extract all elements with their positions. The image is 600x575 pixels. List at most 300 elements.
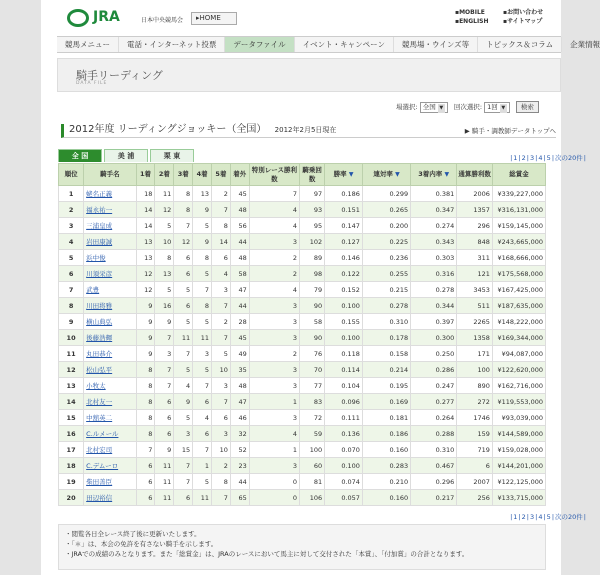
- stat-cell: 0.127: [325, 234, 363, 250]
- stat-cell: 9: [193, 202, 212, 218]
- stat-cell: 11: [193, 330, 212, 346]
- rank-cell: 17: [59, 442, 84, 458]
- stat-cell: 171: [457, 346, 493, 362]
- col-rank[interactable]: 順位: [59, 164, 84, 186]
- stat-cell: 0.247: [411, 378, 457, 394]
- stat-cell: 0.160: [362, 442, 410, 458]
- stat-cell: 9: [136, 314, 155, 330]
- stat-cell: 0.397: [411, 314, 457, 330]
- stat-cell: ¥159,145,000: [492, 218, 545, 234]
- jockey-link[interactable]: 中舘英二: [84, 410, 136, 426]
- stat-cell: 90: [300, 330, 325, 346]
- stat-cell: 9: [174, 394, 193, 410]
- stat-cell: 44: [230, 474, 249, 490]
- col-place-rate[interactable]: 連対率 ▼: [362, 164, 410, 186]
- next-page-link[interactable]: 次の20件: [555, 154, 583, 162]
- stat-cell: 0.274: [411, 218, 457, 234]
- tab-all[interactable]: 全 国: [58, 149, 102, 162]
- stat-cell: 7: [155, 362, 174, 378]
- stat-cell: 8: [212, 474, 231, 490]
- stat-cell: 10: [212, 442, 231, 458]
- stat-cell: 3: [155, 346, 174, 362]
- stat-cell: 47: [230, 282, 249, 298]
- stat-cell: 5: [155, 218, 174, 234]
- jockey-link[interactable]: 北村友一: [84, 394, 136, 410]
- sort-desc-icon[interactable]: ▼: [444, 171, 450, 178]
- stat-cell: 0.096: [325, 394, 363, 410]
- stat-cell: 48: [230, 250, 249, 266]
- nav-item-topics[interactable]: トピックス＆コラム: [478, 37, 562, 52]
- stat-cell: 6: [212, 250, 231, 266]
- stat-cell: 0.104: [325, 378, 363, 394]
- contact-link[interactable]: ▪お問い合わせ: [503, 9, 544, 16]
- stat-cell: 10: [212, 362, 231, 378]
- stat-cell: 256: [457, 490, 493, 506]
- stat-cell: 7: [136, 442, 155, 458]
- stat-cell: 4: [212, 266, 231, 282]
- stat-cell: 0.186: [362, 426, 410, 442]
- section-title: 2012年度 リーディングジョッキー（全国）: [69, 124, 267, 135]
- stat-cell: 0.250: [411, 346, 457, 362]
- pager-top: |1|2|3|4|5|次の20件|: [510, 154, 586, 162]
- col-show-rate[interactable]: 3着内率 ▼: [411, 164, 457, 186]
- stat-cell: 0.158: [362, 346, 410, 362]
- stat-cell: 13: [136, 234, 155, 250]
- stat-cell: ¥122,620,000: [492, 362, 545, 378]
- table-row: [59, 314, 546, 330]
- stat-cell: 2006: [457, 186, 493, 202]
- stat-cell: 98: [300, 266, 325, 282]
- stat-cell: 5: [193, 218, 212, 234]
- stat-cell: 0.310: [411, 442, 457, 458]
- table-row: [59, 426, 546, 442]
- stat-cell: 0.217: [411, 490, 457, 506]
- stat-cell: 0.074: [325, 474, 363, 490]
- mobile-link[interactable]: ▪MOBILE: [455, 9, 485, 16]
- stat-cell: 6: [174, 490, 193, 506]
- jockey-link[interactable]: C.デムーロ: [84, 458, 136, 474]
- stat-cell: 0.155: [325, 314, 363, 330]
- table-row: [59, 218, 546, 234]
- stat-cell: 0.178: [362, 330, 410, 346]
- stat-cell: 7: [212, 298, 231, 314]
- nav-item-racecourse[interactable]: 競馬場・ウインズ等: [394, 37, 478, 52]
- stat-cell: 5: [174, 282, 193, 298]
- stat-cell: 11: [174, 330, 193, 346]
- col-special-wins: 特別レース勝利数: [249, 164, 299, 186]
- stat-cell: 8: [136, 410, 155, 426]
- rank-cell: 3: [59, 218, 84, 234]
- stat-cell: 2: [249, 250, 299, 266]
- stat-cell: 0.136: [325, 426, 363, 442]
- stat-cell: 5: [155, 282, 174, 298]
- stat-cell: 296: [457, 218, 493, 234]
- logo-subtitle: 日本中央競馬会: [141, 17, 184, 24]
- stat-cell: 3: [249, 362, 299, 378]
- stat-cell: 0.288: [411, 426, 457, 442]
- chevron-down-icon: ▼: [439, 104, 444, 111]
- rank-cell: 2: [59, 202, 84, 218]
- stat-cell: 8: [174, 202, 193, 218]
- page-link[interactable]: 3: [529, 513, 535, 521]
- rank-cell: 1: [59, 186, 84, 202]
- stat-cell: 8: [136, 426, 155, 442]
- stat-cell: 102: [300, 234, 325, 250]
- jockey-link[interactable]: 三浦皇成: [84, 218, 136, 234]
- stat-cell: 4: [249, 282, 299, 298]
- stat-cell: 1358: [457, 330, 493, 346]
- stat-cell: 3: [249, 458, 299, 474]
- home-button[interactable]: ▸HOME: [191, 12, 237, 25]
- jockey-link[interactable]: 北村宏司: [84, 442, 136, 458]
- stat-cell: 4: [193, 410, 212, 426]
- stat-cell: ¥169,344,000: [492, 330, 545, 346]
- stat-cell: 0.467: [411, 458, 457, 474]
- rank-cell: 6: [59, 266, 84, 282]
- stat-cell: 32: [230, 426, 249, 442]
- stat-cell: 9: [155, 442, 174, 458]
- logo-text[interactable]: JRA: [93, 9, 120, 25]
- tab-miho[interactable]: 美 浦: [104, 149, 148, 162]
- stat-cell: 70: [300, 362, 325, 378]
- rank-cell: 8: [59, 298, 84, 314]
- jockey-link[interactable]: 松山弘平: [84, 362, 136, 378]
- stat-cell: 311: [457, 250, 493, 266]
- stat-cell: 72: [300, 410, 325, 426]
- stat-cell: 2: [249, 346, 299, 362]
- stat-cell: 1746: [457, 410, 493, 426]
- stat-cell: 4: [249, 426, 299, 442]
- stat-cell: 18: [136, 186, 155, 202]
- stat-cell: 44: [230, 234, 249, 250]
- next-page-link[interactable]: 次の20件: [555, 513, 583, 521]
- stat-cell: ¥175,568,000: [492, 266, 545, 282]
- stat-cell: 6: [155, 426, 174, 442]
- stat-cell: 0: [249, 490, 299, 506]
- stat-cell: 90: [300, 298, 325, 314]
- jockey-link[interactable]: 福永祐一: [84, 202, 136, 218]
- table-row: [59, 410, 546, 426]
- rank-cell: 14: [59, 394, 84, 410]
- stat-cell: 5: [174, 314, 193, 330]
- jockey-link[interactable]: 川須栄彦: [84, 266, 136, 282]
- stat-cell: 3: [249, 378, 299, 394]
- stat-cell: 6: [155, 410, 174, 426]
- sort-desc-icon[interactable]: ▼: [348, 171, 354, 178]
- stat-cell: 8: [212, 218, 231, 234]
- jockey-link[interactable]: 岩田康誠: [84, 234, 136, 250]
- stat-cell: 6: [136, 458, 155, 474]
- col-other: 着外: [230, 164, 249, 186]
- page-link[interactable]: 4: [538, 154, 543, 162]
- stat-cell: 0.343: [411, 234, 457, 250]
- stat-cell: ¥148,222,000: [492, 314, 545, 330]
- nav-item-event[interactable]: イベント・キャンペーン: [295, 37, 394, 52]
- stat-cell: 272: [457, 394, 493, 410]
- stat-cell: 76: [300, 346, 325, 362]
- page-link[interactable]: 1: [513, 513, 518, 521]
- stat-cell: 0.225: [362, 234, 410, 250]
- page-link[interactable]: 4: [538, 513, 543, 521]
- stat-cell: 8: [136, 394, 155, 410]
- stat-cell: 7: [212, 490, 231, 506]
- rank-cell: 15: [59, 410, 84, 426]
- col-5th: 5着: [212, 164, 231, 186]
- note-text: ・「＊」は、本会の免許を有さない騎手を示します。: [65, 540, 218, 548]
- stat-cell: 79: [300, 282, 325, 298]
- jockey-link[interactable]: 川田将雅: [84, 298, 136, 314]
- stat-cell: 4: [174, 378, 193, 394]
- table-row: [59, 378, 546, 394]
- stat-cell: 5: [193, 266, 212, 282]
- stat-cell: 6: [193, 426, 212, 442]
- note-text: ・閲覧各日全レース終了後に更新いたします。: [65, 530, 201, 538]
- stat-cell: 3: [193, 346, 212, 362]
- stat-cell: 2007: [457, 474, 493, 490]
- stat-cell: 3: [212, 378, 231, 394]
- stat-cell: 719: [457, 442, 493, 458]
- stat-cell: 5: [174, 410, 193, 426]
- jockey-link[interactable]: 浜中俊: [84, 250, 136, 266]
- table-row: [59, 474, 546, 490]
- page-title: 騎手リーディング: [76, 69, 163, 82]
- stat-cell: 0.100: [325, 330, 363, 346]
- stat-cell: 11: [193, 490, 212, 506]
- stat-cell: 11: [155, 186, 174, 202]
- stat-cell: 7: [193, 442, 212, 458]
- stat-cell: 0.277: [411, 394, 457, 410]
- stat-cell: 95: [300, 218, 325, 234]
- rank-cell: 18: [59, 458, 84, 474]
- stat-cell: 4: [249, 218, 299, 234]
- rank-cell: 11: [59, 346, 84, 362]
- jockey-link[interactable]: 蛯名正義: [84, 186, 136, 202]
- region-tabs: [58, 149, 196, 162]
- stat-cell: 5: [193, 474, 212, 490]
- stat-cell: 60: [300, 458, 325, 474]
- stat-cell: 9: [193, 234, 212, 250]
- stat-cell: 0.111: [325, 410, 363, 426]
- stat-cell: ¥144,589,000: [492, 426, 545, 442]
- table-header-row: [59, 164, 546, 186]
- table-row: [59, 394, 546, 410]
- stat-cell: 1357: [457, 202, 493, 218]
- stat-cell: 7: [155, 378, 174, 394]
- page-subtitle: DATA FILE: [76, 81, 108, 86]
- stat-cell: 100: [457, 362, 493, 378]
- nav-item-menu[interactable]: 競馬メニュー: [57, 37, 119, 52]
- stat-cell: 7: [174, 218, 193, 234]
- jockey-link[interactable]: C.ルメール: [84, 426, 136, 442]
- nav-item-company[interactable]: 企業情報: [562, 37, 600, 52]
- stat-cell: 97: [300, 186, 325, 202]
- site-header: [41, 0, 561, 36]
- stat-cell: 0.160: [362, 490, 410, 506]
- rank-cell: 16: [59, 426, 84, 442]
- stat-cell: 0.278: [362, 298, 410, 314]
- stat-cell: 3: [212, 426, 231, 442]
- col-2nd: 2着: [155, 164, 174, 186]
- round-label: 回次選択:: [453, 103, 483, 111]
- pager-bottom: |1|2|3|4|5|次の20件|: [510, 513, 586, 521]
- sort-desc-icon[interactable]: ▼: [395, 171, 400, 178]
- stat-cell: 58: [300, 314, 325, 330]
- venue-label: 場選択:: [396, 103, 418, 111]
- stat-cell: 0.316: [411, 266, 457, 282]
- rank-cell: 13: [59, 378, 84, 394]
- stat-cell: 83: [300, 394, 325, 410]
- jockey-link[interactable]: 後藤浩輝: [84, 330, 136, 346]
- stat-cell: 9: [136, 346, 155, 362]
- rank-cell: 9: [59, 314, 84, 330]
- stat-cell: ¥133,715,000: [492, 490, 545, 506]
- stat-cell: 35: [230, 362, 249, 378]
- note-text: ・JRAでの成績のみとなります。また「総賞金」は、JRAのレースにおいて馬主に対して交付された「本賞」、「付加賞」の合計となります。: [65, 550, 469, 558]
- stat-cell: 23: [230, 458, 249, 474]
- stat-cell: 106: [300, 490, 325, 506]
- english-link[interactable]: ▪ENGLISH: [455, 18, 489, 25]
- stat-cell: 0.278: [411, 282, 457, 298]
- page-link[interactable]: 1: [513, 154, 518, 162]
- stat-cell: 0.151: [325, 202, 363, 218]
- stat-cell: 0.214: [362, 362, 410, 378]
- stat-cell: 0.265: [362, 202, 410, 218]
- nav-item-datafile[interactable]: データファイル: [225, 37, 294, 52]
- stat-cell: 0.146: [325, 250, 363, 266]
- stat-cell: 0.283: [362, 458, 410, 474]
- stat-cell: 0.264: [411, 410, 457, 426]
- top-links: [455, 8, 555, 26]
- round-select[interactable]: 1回 ▼: [484, 102, 510, 113]
- stat-cell: 13: [136, 250, 155, 266]
- stat-cell: 0.114: [325, 362, 363, 378]
- stat-cell: 0.070: [325, 442, 363, 458]
- jockey-link[interactable]: 小牧太: [84, 378, 136, 394]
- stat-cell: 3: [249, 234, 299, 250]
- stat-cell: 100: [300, 442, 325, 458]
- stat-cell: 6: [174, 298, 193, 314]
- jockey-link[interactable]: 横山典弘: [84, 314, 136, 330]
- rank-cell: 20: [59, 490, 84, 506]
- sitemap-link[interactable]: ▪サイトマップ: [503, 18, 543, 25]
- stat-cell: 8: [174, 186, 193, 202]
- stat-cell: 0.057: [325, 490, 363, 506]
- stat-cell: 7: [155, 330, 174, 346]
- stat-cell: 0.152: [325, 282, 363, 298]
- stat-cell: 121: [457, 266, 493, 282]
- col-3rd: 3着: [174, 164, 193, 186]
- table-row: [59, 234, 546, 250]
- stat-cell: 7: [212, 330, 231, 346]
- page-link[interactable]: 5: [546, 154, 551, 162]
- col-win-rate[interactable]: 勝率 ▼: [325, 164, 363, 186]
- stat-cell: 7: [193, 378, 212, 394]
- stat-cell: 11: [155, 490, 174, 506]
- stat-cell: 16: [155, 298, 174, 314]
- stat-cell: 15: [174, 442, 193, 458]
- stat-cell: 59: [300, 426, 325, 442]
- stat-cell: 0.100: [325, 298, 363, 314]
- stat-cell: 0.286: [411, 362, 457, 378]
- stat-cell: 9: [136, 330, 155, 346]
- stat-cell: 7: [249, 186, 299, 202]
- page-link[interactable]: 2: [521, 513, 526, 521]
- stat-cell: 3: [212, 282, 231, 298]
- stat-cell: 12: [136, 282, 155, 298]
- page-link[interactable]: 2: [521, 154, 526, 162]
- stat-cell: 58: [230, 266, 249, 282]
- filters: [396, 101, 556, 113]
- stat-cell: 8: [193, 250, 212, 266]
- data-top-link[interactable]: ▶ 騎手・調教師データトップへ: [464, 127, 556, 135]
- stat-cell: 9: [136, 298, 155, 314]
- stat-cell: 7: [212, 202, 231, 218]
- rank-cell: 10: [59, 330, 84, 346]
- stat-cell: 14: [136, 202, 155, 218]
- tab-ritto[interactable]: 栗 東: [150, 149, 194, 162]
- leading-table: [58, 163, 546, 506]
- stat-cell: ¥122,125,000: [492, 474, 545, 490]
- page-link[interactable]: 5: [546, 513, 551, 521]
- stat-cell: 13: [155, 266, 174, 282]
- table-row: [59, 202, 546, 218]
- stat-cell: 5: [174, 362, 193, 378]
- jockey-link[interactable]: 柴田善臣: [84, 474, 136, 490]
- stat-cell: 0.299: [362, 186, 410, 202]
- table-row: [59, 346, 546, 362]
- nav-item-vote[interactable]: 電話・インターネット投票: [119, 37, 225, 52]
- stat-cell: 45: [230, 330, 249, 346]
- table-row: [59, 442, 546, 458]
- table-row: [59, 298, 546, 314]
- stat-cell: 9: [155, 314, 174, 330]
- stat-cell: ¥167,425,000: [492, 282, 545, 298]
- venue-select[interactable]: 全国 ▼: [420, 102, 448, 113]
- table-row: [59, 282, 546, 298]
- stat-cell: 8: [155, 250, 174, 266]
- stat-cell: 5: [193, 314, 212, 330]
- page-link[interactable]: 3: [529, 154, 535, 162]
- jockey-link[interactable]: 田辺裕信: [84, 490, 136, 506]
- stat-cell: 6: [174, 250, 193, 266]
- stat-cell: 2: [249, 266, 299, 282]
- jockey-link[interactable]: 丸田恭介: [84, 346, 136, 362]
- stat-cell: 511: [457, 298, 493, 314]
- stat-cell: 10: [155, 234, 174, 250]
- table-row: [59, 330, 546, 346]
- stat-cell: 3453: [457, 282, 493, 298]
- stat-cell: 6: [136, 490, 155, 506]
- stat-cell: 0: [249, 474, 299, 490]
- stat-cell: 8: [136, 362, 155, 378]
- search-button[interactable]: 検索: [516, 101, 539, 113]
- stat-cell: 0.147: [325, 218, 363, 234]
- stat-cell: 0.347: [411, 202, 457, 218]
- stat-cell: 0.200: [362, 218, 410, 234]
- jockey-link[interactable]: 武豊: [84, 282, 136, 298]
- stat-cell: 3: [249, 330, 299, 346]
- stat-cell: 159: [457, 426, 493, 442]
- stat-cell: 0.118: [325, 346, 363, 362]
- col-prize: 総賞金: [492, 164, 545, 186]
- stat-cell: 65: [230, 490, 249, 506]
- stat-cell: 2: [212, 186, 231, 202]
- stat-cell: 0.195: [362, 378, 410, 394]
- stat-cell: 0.303: [411, 250, 457, 266]
- jra-logo-icon[interactable]: [67, 9, 89, 27]
- stat-cell: 0.215: [362, 282, 410, 298]
- stat-cell: 6: [193, 394, 212, 410]
